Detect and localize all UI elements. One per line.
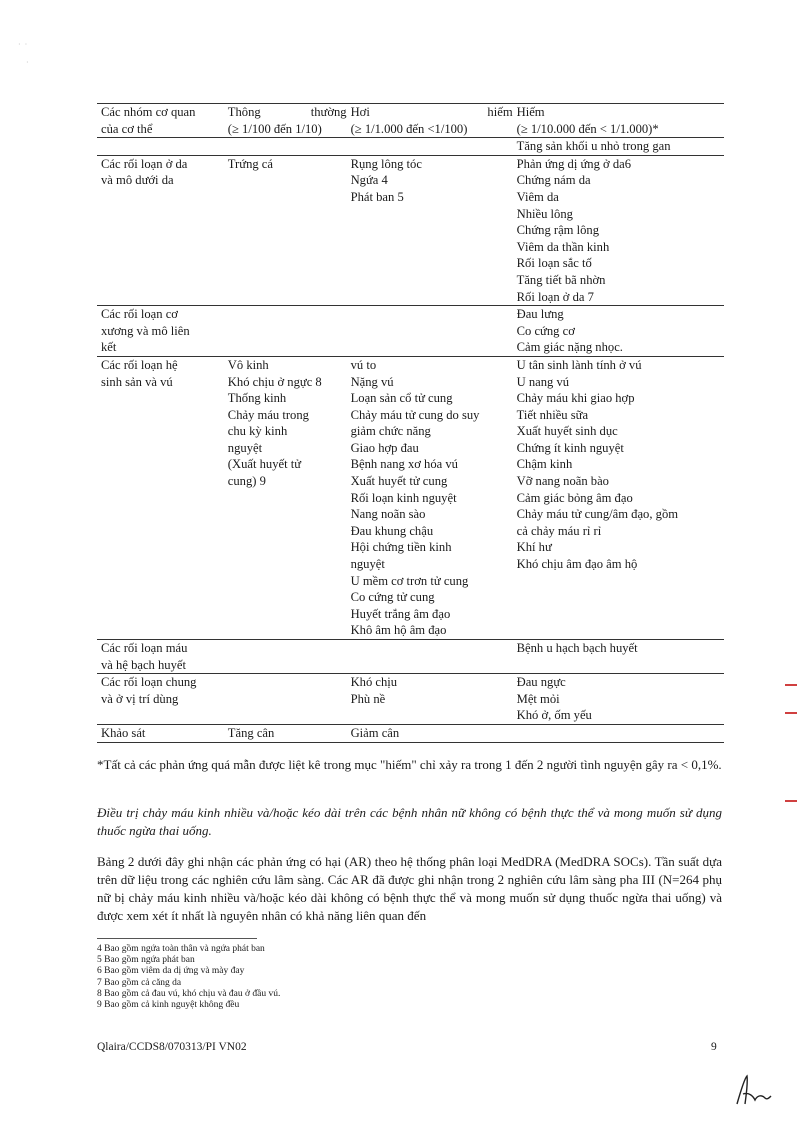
table-row-general bbox=[97, 674, 724, 725]
footnote-5: 5 Bao gồm ngứa phát ban bbox=[97, 955, 195, 966]
cell-line: Bệnh nang xơ hóa vú bbox=[350, 457, 458, 472]
cell-line: Vỡ nang noãn bào bbox=[516, 474, 609, 489]
cell-line: U mềm cơ trơn tử cung bbox=[350, 573, 469, 588]
cell-line: Tăng cân bbox=[227, 725, 275, 740]
table-row-blood bbox=[97, 640, 724, 674]
scan-mark bbox=[785, 712, 797, 714]
cell-line: Hội chứng tiền kinh bbox=[350, 540, 452, 555]
cell-line: U tân sinh lành tính ở vú bbox=[516, 357, 642, 372]
organ-cell bbox=[97, 155, 224, 305]
uncommon-cell bbox=[347, 640, 513, 674]
footnote-8: 8 Bao gồm cả đau vú, khó chịu và đau ở đầu vú. bbox=[97, 988, 281, 999]
cell-line: Đau lưng bbox=[516, 307, 564, 322]
common-cell bbox=[224, 640, 347, 674]
cell-line: Các rối loạn cơ bbox=[101, 307, 178, 322]
common-cell bbox=[224, 306, 347, 357]
rare-cell bbox=[513, 155, 724, 305]
table-row-skin bbox=[97, 155, 724, 305]
document-id: Qlaira/CCDS8/070313/PI VN02 bbox=[97, 1041, 247, 1053]
body-paragraph: Bảng 2 dưới đây ghi nhận các phản ứng có hại (AR) theo hệ thống phân loại MedDRA (MedDRA SOCs). Tần suất dựa trên dữ liệu trong các nghiên cứu lâm sàng. Các AR đã được ghi nhận trong 2 nghiên cứu lâm sàng pha III (N=264 phụ nữ bị chảy máu kinh nhiều và/hoặc kéo dài không có bệnh thực thể và mong muốn sử dụng thuốc ngừa thai uống) và được xem xét ít nhất là nguyên nhân có khả năng liên quan đến bbox=[97, 854, 722, 923]
cell-line: Chậm kinh bbox=[516, 457, 573, 472]
uncommon-cell bbox=[347, 306, 513, 357]
cell-line: Khô âm hộ âm đạo bbox=[350, 623, 447, 638]
cell-line: Bệnh u hạch bạch huyết bbox=[516, 641, 638, 655]
common-cell bbox=[224, 155, 347, 305]
cell-line: Tăng tiết bã nhờn bbox=[516, 272, 606, 287]
cell-line: Loạn sản cổ tử cung bbox=[350, 391, 453, 406]
cell-line: Rối loạn ở da 7 bbox=[516, 289, 594, 304]
cell-line: Chảy máu tử cung do suy bbox=[350, 407, 480, 422]
uncommon-cell bbox=[347, 674, 513, 725]
common-cell bbox=[224, 674, 347, 725]
header-rare: Hiếm (≥ 1/10.000 đến < 1/1.000)* bbox=[513, 104, 724, 138]
cell-line: Ngứa 4 bbox=[350, 173, 388, 188]
cell-line: và mô dưới da bbox=[101, 173, 174, 188]
footnote-divider bbox=[97, 938, 257, 939]
cell-line: Co cứng tử cung bbox=[350, 590, 435, 605]
hypersensitivity-note: *Tất cả các phản ứng quá mẫn được liệt kê trong mục "hiếm" chỉ xảy ra trong 1 đến 2 người tình nguyện gây ra < 0,1%. bbox=[97, 757, 722, 772]
header-common: Thông thường (≥ 1/100 đến 1/10) bbox=[224, 104, 347, 138]
cell-line: Các rối loạn hệ bbox=[101, 357, 178, 372]
cell-line: Nhiều lông bbox=[516, 206, 573, 221]
cell-line: nguyệt bbox=[227, 440, 263, 455]
cell-line: cung) 9 bbox=[227, 474, 266, 489]
cell-line: Rối loạn kinh nguyệt bbox=[350, 490, 457, 505]
cell-line: (Xuất huyết tử bbox=[227, 457, 302, 472]
cell-line: giảm chức năng bbox=[350, 424, 431, 439]
rare-cell bbox=[513, 356, 724, 639]
footnote-4: 4 Bao gồm ngứa toàn thân và ngứa phát ban bbox=[97, 944, 265, 954]
table-header-row bbox=[97, 104, 724, 138]
cell-line: nguyệt bbox=[350, 557, 385, 572]
rare-cell bbox=[513, 724, 724, 742]
footnotes bbox=[97, 944, 280, 1011]
uncommon-cell bbox=[347, 356, 513, 639]
indication-note: Điều trị chảy máu kinh nhiều và/hoặc kéo dài trên các bệnh nhân nữ không có bệnh thực thể và mong muốn sử dụng thuốc ngừa thai uống. bbox=[97, 805, 722, 838]
cell-line: Chảy máu tử cung/âm đạo, gồm bbox=[516, 507, 679, 522]
organ-cell bbox=[97, 724, 224, 742]
cell-line: xương và mô liên bbox=[101, 323, 190, 338]
cell-line: Nang noãn sào bbox=[350, 507, 426, 522]
cell-line: Các rối loạn máu bbox=[101, 641, 188, 655]
cell-line: Đau ngực bbox=[516, 675, 566, 690]
cell-line: Chứng nám da bbox=[516, 173, 591, 188]
cell-line: Cảm giác nặng nhọc. bbox=[516, 340, 623, 355]
table-row-investigations bbox=[97, 724, 724, 742]
cell-line: Nặng vú bbox=[350, 374, 394, 389]
cell-line: Viêm da bbox=[516, 189, 559, 204]
cell-line: chu kỳ kinh bbox=[227, 424, 288, 439]
cell-line: Khó ở, ốm yếu bbox=[516, 708, 592, 723]
organ-cell bbox=[97, 356, 224, 639]
organ-cell bbox=[97, 306, 224, 357]
rare-cell bbox=[513, 640, 724, 674]
cell-line: Co cứng cơ bbox=[516, 323, 575, 338]
cell-line: Chảy máu khi giao hợp bbox=[516, 391, 635, 406]
cell-line: Rối loạn sắc tố bbox=[516, 256, 592, 271]
cell-line: Các rối loạn chung bbox=[101, 675, 197, 690]
cell-line: Khó chịu ở ngực 8 bbox=[227, 374, 322, 389]
cell-line: vú to bbox=[350, 357, 377, 372]
cell-line: Giao hợp đau bbox=[350, 440, 419, 455]
page-number: 9 bbox=[711, 1041, 717, 1053]
cell-line: Chảy máu trong bbox=[227, 407, 309, 422]
cell-line: và hệ bạch huyết bbox=[101, 657, 186, 672]
rare-cell bbox=[513, 306, 724, 357]
footnote-9: 9 Bao gồm cả kinh nguyệt không đều bbox=[97, 1000, 240, 1011]
cell-line: Khó chịu bbox=[350, 675, 398, 690]
cell-line: Khí hư bbox=[516, 540, 552, 555]
cell-line: Chứng rậm lông bbox=[516, 223, 600, 238]
cell-line: Xuất huyết sinh dục bbox=[516, 424, 618, 439]
signature-initials bbox=[733, 1070, 773, 1110]
cell-line: Thống kinh bbox=[227, 391, 287, 406]
footnote-7: 7 Bao gồm cả căng da bbox=[97, 977, 182, 988]
table-row-musculoskeletal bbox=[97, 306, 724, 357]
cell-line: Xuất huyết tử cung bbox=[350, 474, 448, 489]
cell-line: kết bbox=[101, 340, 117, 355]
table-row-hepatic bbox=[97, 138, 724, 156]
cell-line: Phát ban 5 bbox=[350, 189, 404, 204]
adverse-reactions-table bbox=[97, 103, 724, 743]
common-cell bbox=[224, 724, 347, 742]
cell-line: Các rối loạn ở da bbox=[101, 156, 188, 171]
cell-line: và ở vị trí dùng bbox=[101, 691, 179, 706]
cell-line: Viêm da thần kinh bbox=[516, 239, 610, 254]
organ-cell bbox=[97, 674, 224, 725]
cell-line: cả chảy máu rỉ rỉ bbox=[516, 523, 602, 538]
header-organ: Các nhóm cơ quan của cơ thể bbox=[97, 104, 224, 138]
scan-mark bbox=[785, 684, 797, 686]
header-uncommon: Hơi hiếm (≥ 1/1.000 đến <1/100) bbox=[347, 104, 513, 138]
cell-line: Khảo sát bbox=[101, 725, 146, 740]
cell-line: Vô kinh bbox=[227, 357, 269, 372]
cell-line: Phù nề bbox=[350, 691, 386, 706]
scan-mark bbox=[785, 800, 797, 802]
cell-line: Tiết nhiều sữa bbox=[516, 407, 589, 422]
cell-line: sinh sản và vú bbox=[101, 374, 173, 389]
organ-cell bbox=[97, 640, 224, 674]
extra-row-text: Tăng sản khối u nhỏ trong gan bbox=[516, 139, 671, 154]
scan-specks: · · · bbox=[18, 40, 29, 67]
cell-line: Chứng ít kinh nguyệt bbox=[516, 440, 624, 455]
cell-line: Cảm giác bỏng âm đạo bbox=[516, 490, 633, 505]
uncommon-cell bbox=[347, 724, 513, 742]
cell-line: Huyết trắng âm đạo bbox=[350, 606, 451, 621]
cell-line: Trứng cá bbox=[227, 156, 273, 171]
cell-line: Phản ứng dị ứng ở da6 bbox=[516, 156, 632, 171]
uncommon-cell bbox=[347, 155, 513, 305]
common-cell bbox=[224, 356, 347, 639]
cell-line: U nang vú bbox=[516, 374, 570, 389]
footnote-6: 6 Bao gồm viêm da dị ứng và mày đay bbox=[97, 966, 245, 977]
rare-cell bbox=[513, 674, 724, 725]
cell-line: Giảm cân bbox=[350, 725, 400, 740]
cell-line: Đau khung chậu bbox=[350, 523, 434, 538]
cell-line: Mệt mỏi bbox=[516, 691, 560, 706]
table-row-reproductive bbox=[97, 356, 724, 639]
cell-line: Rụng lông tóc bbox=[350, 156, 422, 171]
cell-line: Khó chịu âm đạo âm hộ bbox=[516, 557, 638, 572]
